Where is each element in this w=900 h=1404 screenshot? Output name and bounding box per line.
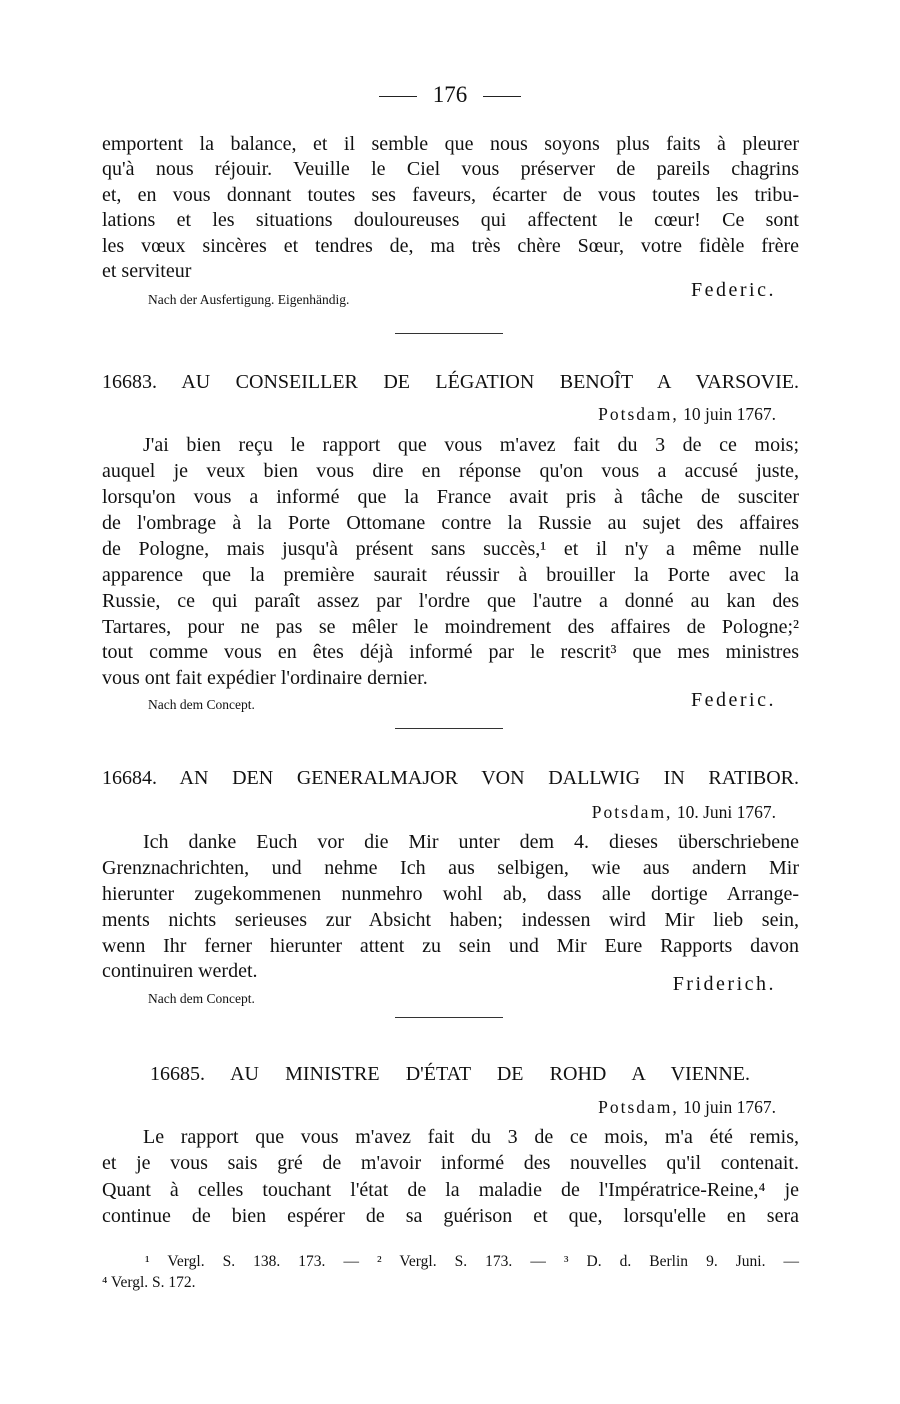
text-line: auquel je veux bien vous dire en réponse qu'on vous a accusé juste, (102, 460, 799, 482)
text-line: de Pologne, mais jusqu'à présent sans succès,¹ et il n'y a même nulle (102, 538, 799, 560)
text-line: hierunter zugekommenen nunmehro wohl ab, dass alle dortige Arrange- (102, 883, 799, 905)
text-line: et serviteur (102, 260, 192, 282)
text-line: continuiren werdet. (102, 960, 258, 982)
text-line: Quant à celles touchant l'état de la maladie de l'Impératrice-Reine,⁴ je (102, 1179, 799, 1201)
date: 10. Juni 1767. (676, 802, 776, 822)
text-line: Ich danke Euch vor die Mir unter dem 4. dieses überschriebene (143, 831, 799, 853)
page-number-dash-left (379, 96, 417, 97)
section-divider (395, 333, 503, 334)
source-note: Nach dem Concept. (148, 991, 255, 1006)
place: Potsdam, (598, 1097, 679, 1117)
signature: Federic. (691, 689, 776, 711)
place: Potsdam, (591, 802, 673, 822)
text-line: continue de bien espérer de sa guérison et que, lorsqu'elle en sera (102, 1205, 799, 1227)
place-date (500, 802, 776, 823)
letter-heading: 16683. AU CONSEILLER DE LÉGATION BENOÎT A VARSOVIE. (102, 371, 799, 393)
text-line: vous ont fait expédier l'ordinaire dernier. (102, 667, 428, 689)
page-number-row (0, 82, 900, 108)
date: 10 juin 1767. (683, 1097, 776, 1117)
text-line: et je vous sais gré de m'avoir informé des nouvelles qu'il contenait. (102, 1152, 799, 1174)
footnote-line: ¹ Vergl. S. 138. 173. — ² Vergl. S. 173. — ³ D. d. Berlin 9. Juni. — (145, 1253, 799, 1270)
place-date (500, 404, 776, 425)
text-line: Tartares, pour ne pas se mêler le moindrement des affaires de Pologne;² (102, 616, 799, 638)
text-line: J'ai bien reçu le rapport que vous m'avez fait du 3 de ce mois; (143, 434, 799, 456)
section-divider (395, 728, 503, 729)
page-number-dash-right (483, 96, 521, 97)
text-line: apparence que la première saurait réussir à brouiller la Porte avec la (102, 564, 799, 586)
text-line: emportent la balance, et il semble que nous soyons plus faits à pleurer (102, 133, 799, 155)
text-line: qu'à nous réjouir. Veuille le Ciel vous préserver de pareils chagrins (102, 158, 799, 180)
date: 10 juin 1767. (683, 404, 776, 424)
text-line: tout comme vous en êtes déjà informé par le rescrit³ que mes ministres (102, 641, 799, 663)
source-note: Nach dem Concept. (148, 697, 255, 712)
text-line: wenn Ihr ferner hierunter attent zu sein und Mir Eure Rapports davon (102, 935, 799, 957)
letter-heading: 16684. AN DEN GENERALMAJOR VON DALLWIG IN RATIBOR. (102, 767, 799, 789)
text-line: ments nichts serieuses zur Absicht haben; indessen wird Mir lieb sein, (102, 909, 799, 931)
text-line: Grenznachrichten, und nehme Ich aus selbigen, wie aus andern Mir (102, 857, 799, 879)
text-line: de l'ombrage à la Porte Ottomane contre la Russie au sujet des affaires (102, 512, 799, 534)
place-date (500, 1097, 776, 1118)
text-line: et, en vous donnant toutes ses faveurs, écarter de vous toutes les tribu- (102, 184, 799, 206)
page-number: 176 (432, 82, 468, 107)
source-note: Nach der Ausfertigung. Eigenhändig. (148, 292, 350, 307)
text-line: les vœux sincères et tendres de, ma très chère Sœur, votre fidèle frère (102, 235, 799, 257)
signature: Federic. (691, 279, 776, 301)
place: Potsdam, (598, 404, 679, 424)
text-line: lorsqu'on vous a informé que la France avait pris à tâche de susciter (102, 486, 799, 508)
text-line: Le rapport que vous m'avez fait du 3 de ce mois, m'a été remis, (143, 1126, 799, 1148)
letter-heading: 16685. AU MINISTRE D'ÉTAT DE ROHD A VIENNE. (150, 1063, 750, 1085)
text-line: Russie, ce qui paraît assez par l'ordre que l'autre a donné au kan des (102, 590, 799, 612)
signature: Friderich. (672, 973, 776, 995)
section-divider (395, 1017, 503, 1018)
footnote-line: ⁴ Vergl. S. 172. (102, 1274, 196, 1291)
text-line: lations et les situations douloureuses qui affectent le cœur! Ce sont (102, 209, 799, 231)
